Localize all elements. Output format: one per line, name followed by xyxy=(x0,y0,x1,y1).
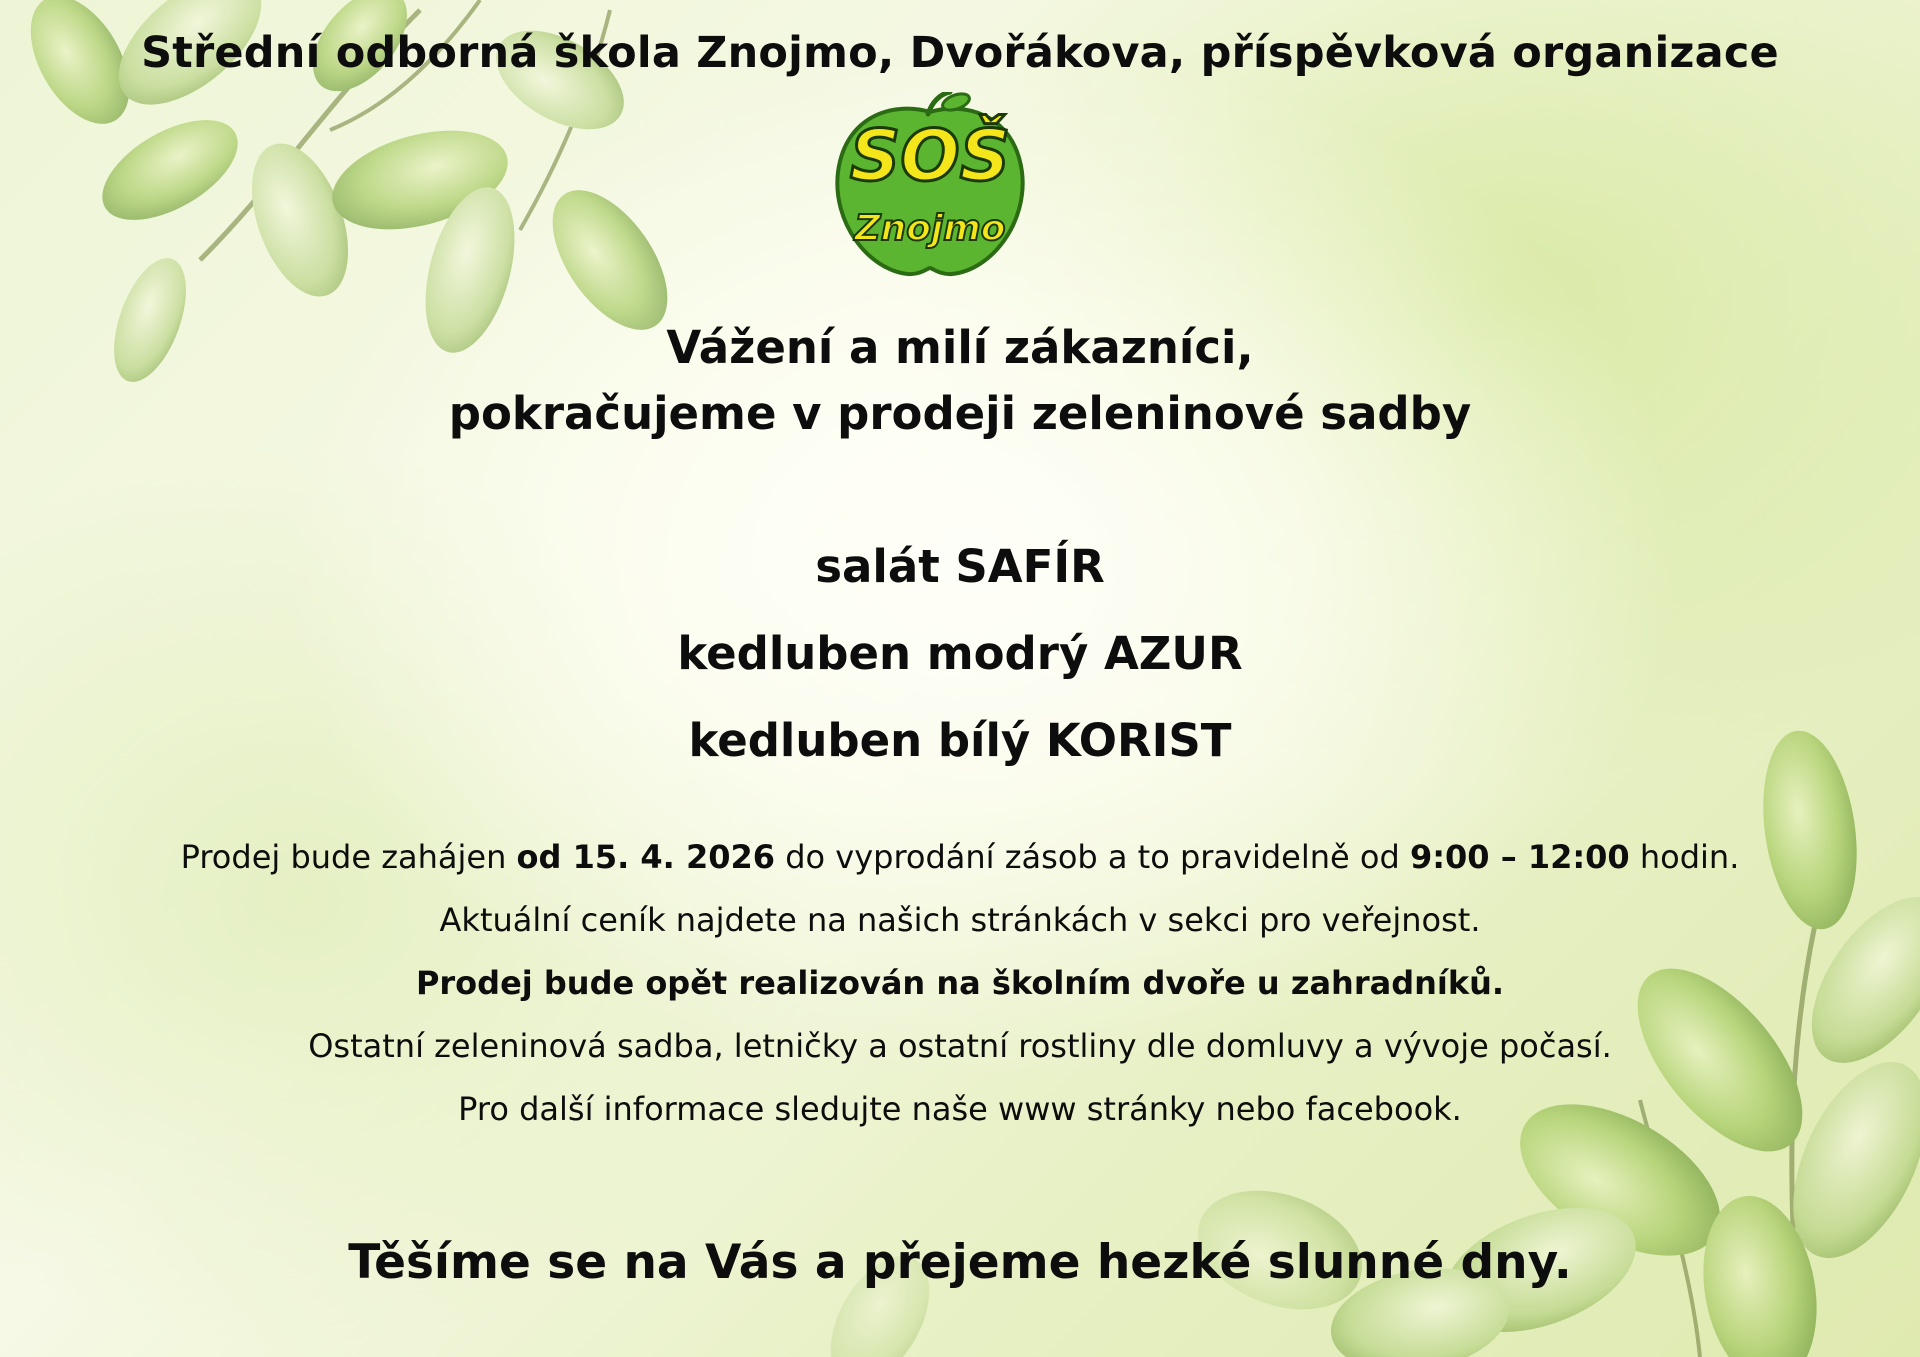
sale-prefix: Prodej bude zahájen xyxy=(180,838,517,876)
product-item: kedluben modrý AZUR xyxy=(677,627,1243,680)
location-line: Prodej bude opět realizován na školním dvoře u zahradníků. xyxy=(415,964,1505,1002)
sale-hours: 9:00 – 12:00 xyxy=(1409,838,1630,876)
logo-text-znojmo: Znojmo xyxy=(854,208,1006,249)
logo-text-sos: SOŠ xyxy=(849,115,1011,197)
sale-suffix: hodin. xyxy=(1629,838,1740,876)
greeting-line-2: pokračujeme v prodeji zeleninové sadby xyxy=(448,387,1472,440)
sale-start-line xyxy=(0,838,1920,876)
more-info-line: Pro další informace sledujte naše www stránky nebo facebook. xyxy=(458,1090,1462,1128)
sale-date: od 15. 4. 2026 xyxy=(516,838,776,876)
closing-message: Těšíme se na Vás a přejeme hezké slunné dny. xyxy=(348,1235,1572,1290)
greeting xyxy=(0,315,1920,447)
price-list-line: Aktuální ceník najdete na našich stránkách v sekci pro veřejnost. xyxy=(439,901,1481,939)
product-item: kedluben bílý KORIST xyxy=(688,714,1232,767)
greeting-line-1: Vážení a milí zákazníci, xyxy=(666,321,1254,374)
school-name: Střední odborná škola Znojmo, Dvořákova, příspěvková organizace xyxy=(141,28,1779,78)
sale-middle: do vyprodání zásob a to pravidelně od xyxy=(775,838,1410,876)
other-plants-line: Ostatní zeleninová sadba, letničky a ostatní rostliny dle domluvy a vývoje počasí. xyxy=(308,1027,1612,1065)
product-item: salát SAFÍR xyxy=(815,540,1105,593)
